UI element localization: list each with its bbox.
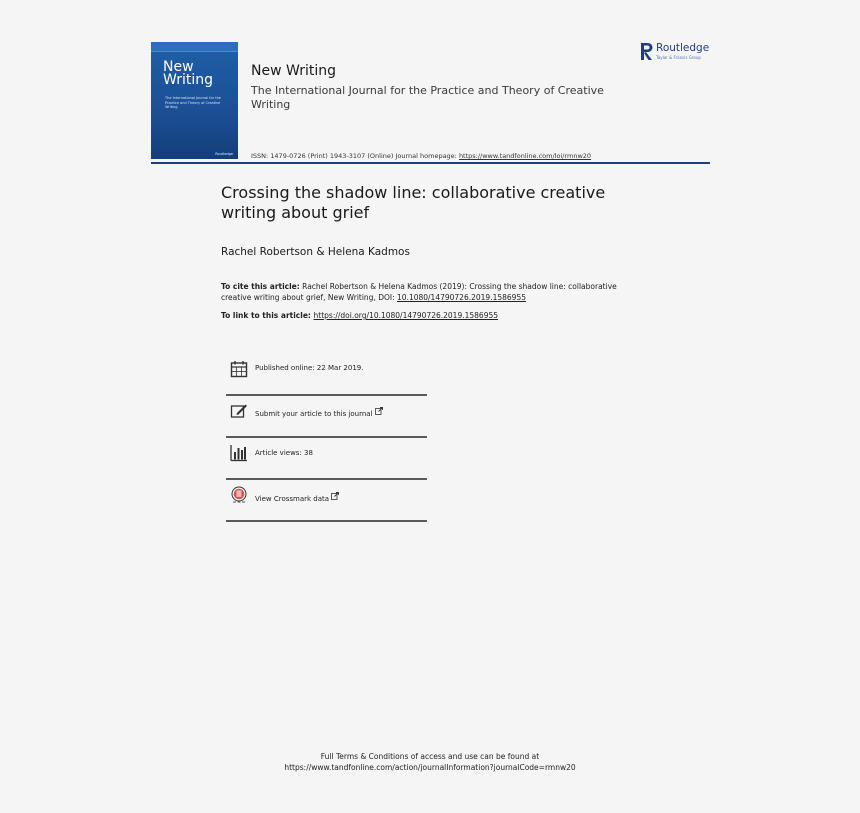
article-authors[interactable]: Rachel Robertson & Helena Kadmos (221, 246, 410, 258)
cite-label: To cite this article: (221, 282, 300, 291)
calendar-icon (230, 360, 248, 378)
crossmark-icon (230, 486, 248, 504)
edit-icon (230, 402, 248, 420)
external-link-icon (375, 407, 383, 415)
cover-title-line1: New (163, 59, 194, 75)
link-label: To link to this article: (221, 311, 314, 320)
crossmark-text: View Crossmark data (255, 495, 330, 503)
article-views-item (226, 438, 427, 480)
link-to-article (221, 311, 498, 320)
issn-text: ISSN: 1479-0726 (Print) 1943-3107 (Online) Journal homepage: (251, 152, 459, 160)
routledge-name: Routledge (656, 42, 710, 54)
doi-link[interactable]: 10.1080/14790726.2019.1586955 (397, 293, 526, 302)
article-info-list (226, 355, 427, 522)
routledge-icon (640, 42, 653, 61)
header-divider (151, 162, 710, 164)
bar-chart-icon (230, 444, 248, 462)
journal-subtitle: The International Journal for the Practice and Theory of Creative Writing (251, 84, 604, 111)
journal-title[interactable]: New Writing (251, 63, 336, 79)
citation-block (221, 281, 641, 303)
submit-article-item[interactable] (226, 396, 427, 438)
article-url-link[interactable]: https://doi.org/10.1080/14790726.2019.1586955 (313, 311, 499, 320)
published-online-item (226, 355, 427, 396)
footer-terms-link[interactable]: https://www.tandfonline.com/action/journalInformation?journalCode=rmnw20 (284, 763, 576, 772)
submit-article-text: Submit your article to this journal (255, 410, 373, 418)
published-online-text: Published online: 22 Mar 2019. (255, 364, 364, 372)
cover-subtitle: The International Journal for the Practice and Theory of Creative Writing (165, 96, 221, 109)
submit-article-link[interactable] (255, 407, 383, 418)
footer-terms (230, 751, 630, 773)
journal-cover (151, 42, 238, 159)
journal-homepage-link[interactable]: https://www.tandfonline.com/loi/rmnw20 (458, 152, 592, 160)
issn-line (251, 152, 591, 160)
crossmark-item[interactable] (226, 480, 427, 522)
external-link-icon (331, 492, 339, 500)
cover-strip (151, 42, 238, 52)
cover-publisher: Routledge (215, 152, 233, 156)
footer-line1: Full Terms & Conditions of access and use can be found at (320, 752, 540, 761)
article-title: Crossing the shadow line: collaborative creative writing about grief (221, 183, 606, 222)
routledge-tagline: Taylor & Francis Group (656, 55, 701, 60)
article-views-text: Article views: 38 (255, 449, 313, 457)
routledge-logo[interactable] (640, 42, 715, 62)
crossmark-link[interactable] (255, 492, 339, 503)
cover-title-line2: Writing (163, 72, 213, 88)
cite-text: Rachel Robertson & Helena Kadmos (2019): Crossing the shadow line: collaborative creative writing about grief, New Writing, DOI: (221, 282, 617, 302)
